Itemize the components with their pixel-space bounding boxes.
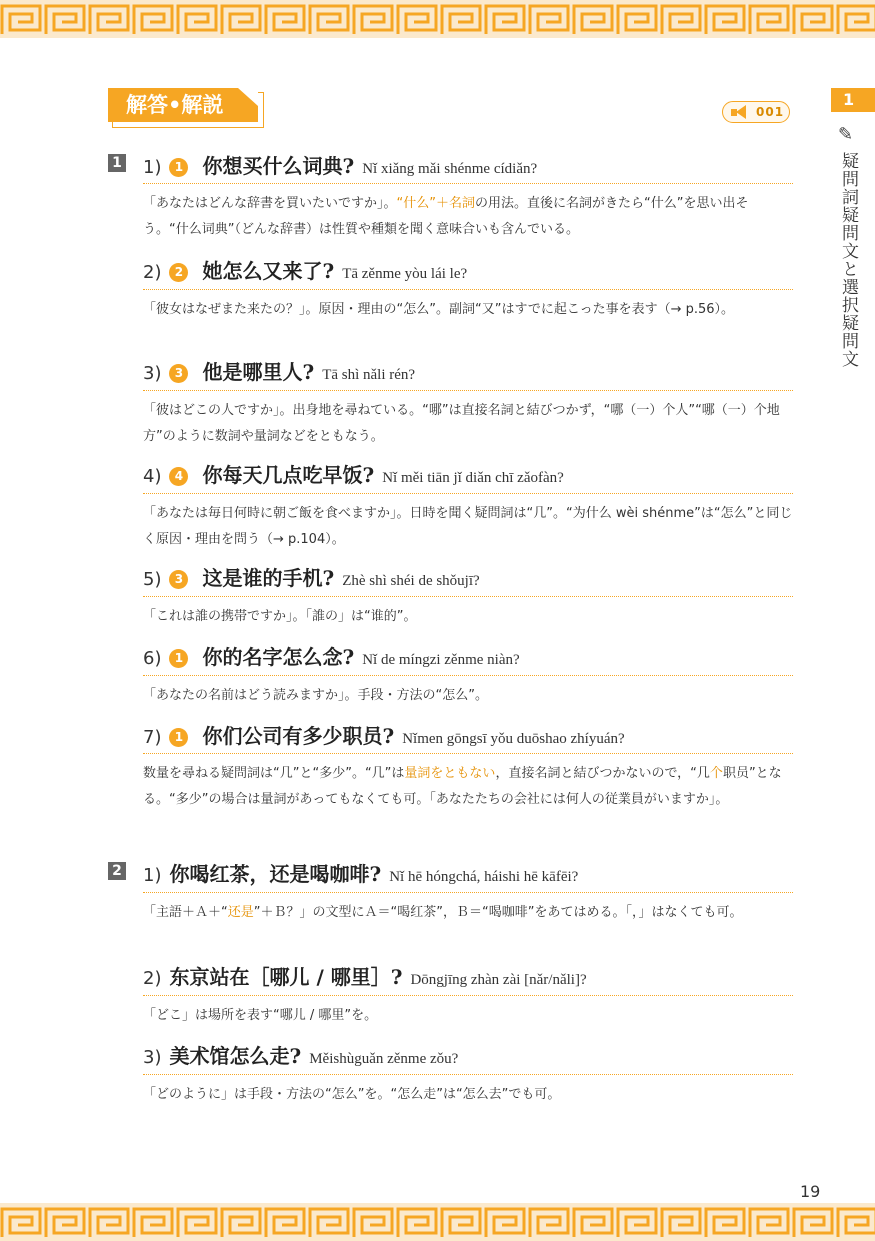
chinese-sentence: 美术馆怎么走?: [169, 1044, 302, 1068]
question-number: 4): [143, 466, 162, 487]
chapter-title: 疑問詞疑問文と選択疑問文: [838, 152, 858, 368]
explanation-text: 「主語＋Ａ＋“: [143, 905, 228, 920]
answer-choice-badge: 3: [169, 570, 188, 589]
pinyin: Nǐmen gōngsī yǒu duōshao zhíyuán?: [402, 731, 625, 747]
highlighted-text: 量詞をともない: [404, 766, 496, 781]
chinese-sentence: 她怎么又来了?: [202, 259, 335, 283]
pinyin: Nǐ xiǎng mǎi shénme cídiǎn?: [362, 161, 538, 177]
question-line: [143, 150, 537, 179]
explanation-text: 「あなたはどんな辞書を買いたいですか」。: [143, 196, 397, 211]
explanation: [143, 892, 793, 926]
highlighted-text: 个: [709, 766, 723, 781]
top-decorative-border: [0, 0, 875, 38]
section-title: 解答•解説: [108, 88, 258, 122]
question-number: 2): [143, 262, 162, 283]
question-line: [143, 961, 587, 990]
pinyin: Měishùguǎn zěnme zǒu?: [309, 1051, 459, 1067]
section-number: 2: [108, 862, 126, 880]
answer-choice-badge: 1: [169, 158, 188, 177]
pinyin: Dōngjīng zhàn zài [nǎr/nǎli]?: [410, 972, 587, 988]
explanation: [143, 753, 793, 813]
question-line: [143, 1040, 458, 1069]
chinese-sentence: 他是哪里人?: [202, 360, 315, 384]
explanation-text: 「彼女はなぜまた来たの？」。原因・理由の“怎么”。副詞“又”はすでに起こった事を表す（→ p.56）。: [143, 302, 735, 317]
question-number: 7): [143, 727, 162, 748]
explanation-text: ，直接名詞と結びつかないので，“几: [495, 766, 710, 781]
pinyin: Nǐ hē hóngchá, háishi hē kāfēi?: [389, 869, 579, 885]
explanation-text: 「あなたの名前はどう読みますか」。手段・方法の“怎么”。: [143, 688, 488, 703]
explanation: [143, 1074, 793, 1108]
question-line: [143, 720, 625, 749]
question-number: 5): [143, 569, 162, 590]
chapter-tab: 1: [831, 88, 875, 112]
explanation: [143, 675, 793, 709]
explanation-text: の用法。直後に名詞がきたら“什么”を思い出そう。“什么词典”（どんな辞書）は性質や種類を聞く意味合いも含んでいる。: [143, 196, 749, 237]
chinese-sentence: 东京站在［哪儿 / 哪里］?: [169, 965, 403, 989]
explanation-text: 「どこ」は場所を表す“哪儿 / 哪里”を。: [143, 1008, 378, 1023]
chinese-sentence: 这是谁的手机?: [202, 566, 335, 590]
answer-choice-badge: 2: [169, 263, 188, 282]
answer-choice-badge: 1: [169, 728, 188, 747]
explanation-text: 「あなたは毎日何時に朝ご飯を食べますか」。日時を聞く疑問詞は“几”。“为什么 wèi shénme”は“怎么”と同じく原因・理由を問う（→ p.104）。: [143, 506, 793, 547]
chinese-sentence: 你的名字怎么念?: [202, 645, 355, 669]
pinyin: Zhè shì shéi de shǒujī?: [342, 573, 480, 589]
pinyin: Tā shì nǎli rén?: [322, 367, 416, 383]
section-number: 1: [108, 154, 126, 172]
question-line: [143, 562, 480, 591]
question-number: 3): [143, 1047, 162, 1068]
explanation: [143, 995, 793, 1029]
explanation: [143, 596, 793, 630]
answer-choice-badge: 4: [169, 467, 188, 486]
explanation-text: 数量を尋ねる疑問詞は“几”と“多少”。“几”は: [143, 766, 405, 781]
explanation: [143, 183, 793, 243]
explanation-text: 职员”となる。“多少”の場合は量詞があってもなくても可。「あなたたちの会社には何人の従業員がいますか」。: [143, 766, 782, 807]
page-number: 19: [800, 1182, 821, 1201]
audio-track-button[interactable]: [722, 101, 790, 123]
highlighted-text: 还是: [227, 905, 254, 920]
explanation-text: ”＋Ｂ？」の文型にＡ＝“喝红茶”，Ｂ＝“喝咖啡”をあてはめる。「，」はなくても可。: [253, 905, 743, 920]
pencil-icon: ✎: [838, 124, 854, 145]
highlighted-text: “什么”＋名詞: [396, 196, 475, 211]
question-number: 3): [143, 363, 162, 384]
chinese-sentence: 你想买什么词典?: [202, 154, 355, 178]
chinese-sentence: 你喝红茶，还是喝咖啡?: [169, 862, 382, 886]
pinyin: Nǐ de míngzi zěnme niàn?: [362, 652, 520, 668]
bottom-decorative-border: [0, 1203, 875, 1241]
pinyin: Nǐ měi tiān jǐ diǎn chī zǎofàn?: [382, 470, 564, 486]
question-line: [143, 858, 578, 887]
audio-track-number: 001: [756, 105, 785, 119]
chinese-sentence: 你们公司有多少职员?: [202, 724, 395, 748]
title-corner-cut: [238, 88, 258, 106]
question-number: 1): [143, 157, 162, 178]
explanation-text: 「これは誰の携帯ですか」。「誰の」は“谁的”。: [143, 609, 417, 624]
explanation: [143, 493, 793, 553]
explanation: [143, 390, 793, 450]
question-number: 2): [143, 968, 162, 989]
explanation-text: 「どのように」は手段・方法の“怎么”を。“怎么走”は“怎么去”でも可。: [143, 1087, 561, 1102]
explanation: [143, 289, 793, 323]
question-line: [143, 641, 520, 670]
question-line: [143, 459, 564, 488]
answer-choice-badge: 3: [169, 364, 188, 383]
question-line: [143, 356, 415, 385]
question-number: 1): [143, 865, 162, 886]
chinese-sentence: 你每天几点吃早饭?: [202, 463, 375, 487]
answer-choice-badge: 1: [169, 649, 188, 668]
question-line: [143, 255, 467, 284]
pinyin: Tā zěnme yòu lái le?: [342, 266, 468, 282]
explanation-text: 「彼はどこの人ですか」。出身地を尋ねている。“哪”は直接名詞と結びつかず，“哪（一）个人”“哪（一）个地方”のように数詞や量詞などをともなう。: [143, 403, 780, 444]
question-number: 6): [143, 648, 162, 669]
